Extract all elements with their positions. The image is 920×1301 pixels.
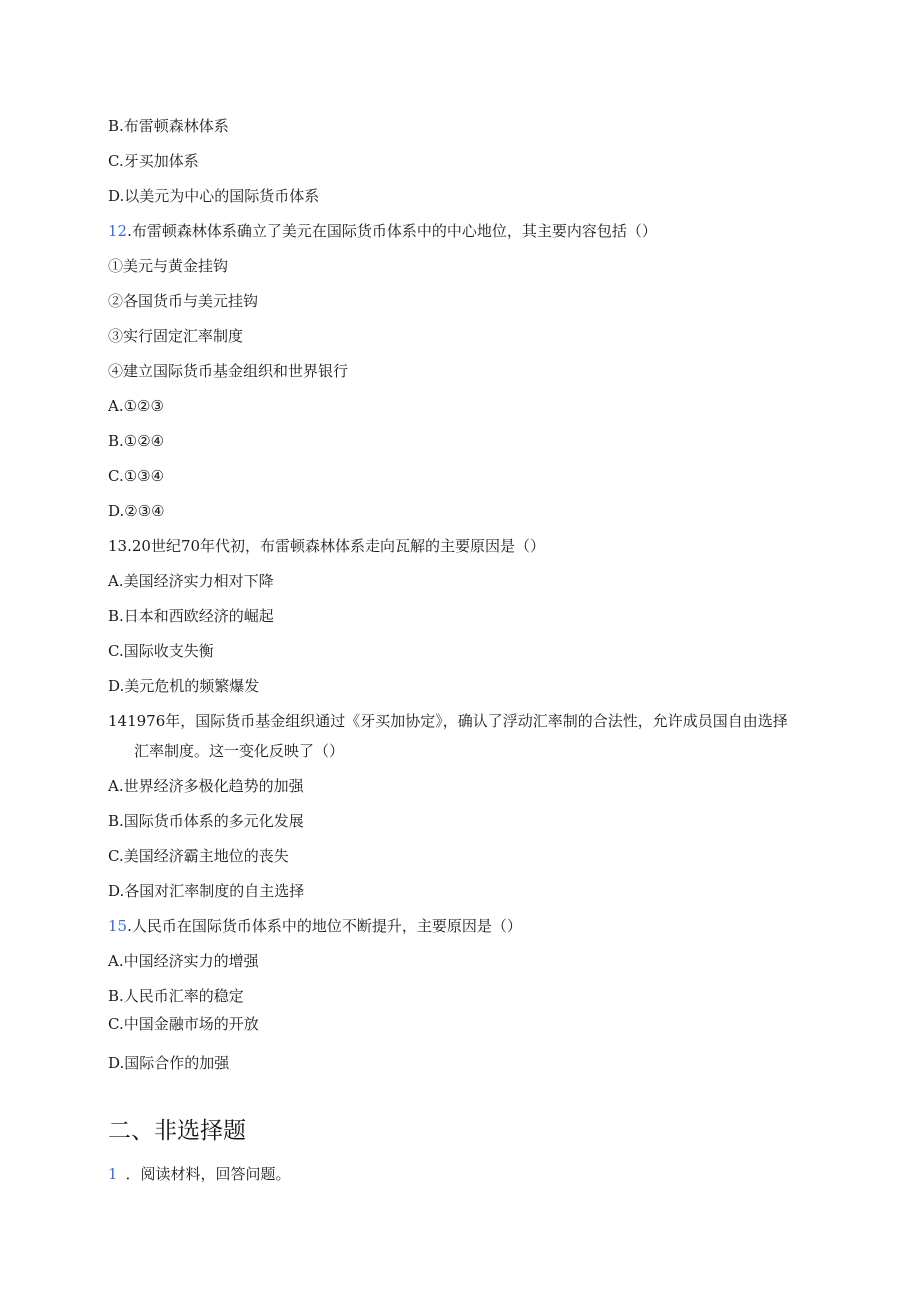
q13-number: 13 — [108, 537, 128, 555]
q12-option-b: B.①②④ — [108, 432, 165, 450]
section-heading-non-choice: 二、非选择题 — [108, 1118, 246, 1144]
q12-statement-3: ③实行固定汇率制度 — [108, 327, 244, 345]
q12-statement-1: ①美元与黄金挂钩 — [108, 257, 229, 275]
section2-q1-text: ．阅读材料，回答问题。 — [125, 1165, 291, 1183]
q14-text-line2: 汇率制度。这一变化反映了（） — [134, 742, 345, 760]
q12-statement-2: ②各国货币与美元挂钩 — [108, 292, 259, 310]
q15-option-a: A.中国经济实力的增强 — [108, 952, 259, 970]
q13-stem — [108, 536, 545, 556]
section2-q1-number: 1 — [108, 1165, 118, 1183]
q12-option-d: D.②③④ — [108, 502, 165, 520]
q15-option-c: C.中国金融市场的开放 — [108, 1015, 259, 1033]
q13-option-b: B.日本和西欧经济的崛起 — [108, 607, 274, 625]
q15-text: .人民币在国际货币体系中的地位不断提升，主要原因是（） — [127, 917, 522, 935]
q13-option-d: D.美元危机的频繁爆发 — [108, 677, 260, 695]
q15-option-b: B.人民币汇率的稳定 — [108, 987, 244, 1005]
q11-option-c: C.牙买加体系 — [108, 152, 199, 170]
q14-option-d: D.各国对汇率制度的自主选择 — [108, 882, 305, 900]
q12-option-a: A.①②③ — [108, 397, 164, 415]
q13-option-a: A.美国经济实力相对下降 — [108, 572, 274, 590]
q15-number: 15 — [108, 917, 128, 935]
q13-text: .20世纪70年代初，布雷顿森林体系走向瓦解的主要原因是（） — [127, 537, 546, 555]
q12-text: .布雷顿森林体系确立了美元在国际货币体系中的中心地位，其主要内容包括（） — [127, 222, 657, 240]
q15-option-d: D.国际合作的加强 — [108, 1054, 230, 1072]
q14-text-line1: 1976年，国际货币基金组织通过《牙买加协定》，确认了浮动汇率制的合法性，允许成员国自由选择 — [127, 712, 788, 730]
q14-number: 14 — [108, 712, 128, 730]
section2-q1 — [108, 1164, 291, 1184]
q11-option-d: D.以美元为中心的国际货币体系 — [108, 187, 320, 205]
q14-stem — [108, 711, 788, 731]
q12-statement-4: ④建立国际货币基金组织和世界银行 — [108, 362, 349, 380]
q15-stem — [108, 916, 522, 936]
q14-option-b: B.国际货币体系的多元化发展 — [108, 812, 304, 830]
q14-option-c: C.美国经济霸主地位的丧失 — [108, 847, 289, 865]
q12-number: 12 — [108, 222, 128, 240]
q12-stem — [108, 221, 657, 241]
q12-option-c: C.①③④ — [108, 467, 165, 485]
q13-option-c: C.国际收支失衡 — [108, 642, 214, 660]
q11-option-b: B.布雷顿森林体系 — [108, 117, 229, 135]
q14-option-a: A.世界经济多极化趋势的加强 — [108, 777, 304, 795]
